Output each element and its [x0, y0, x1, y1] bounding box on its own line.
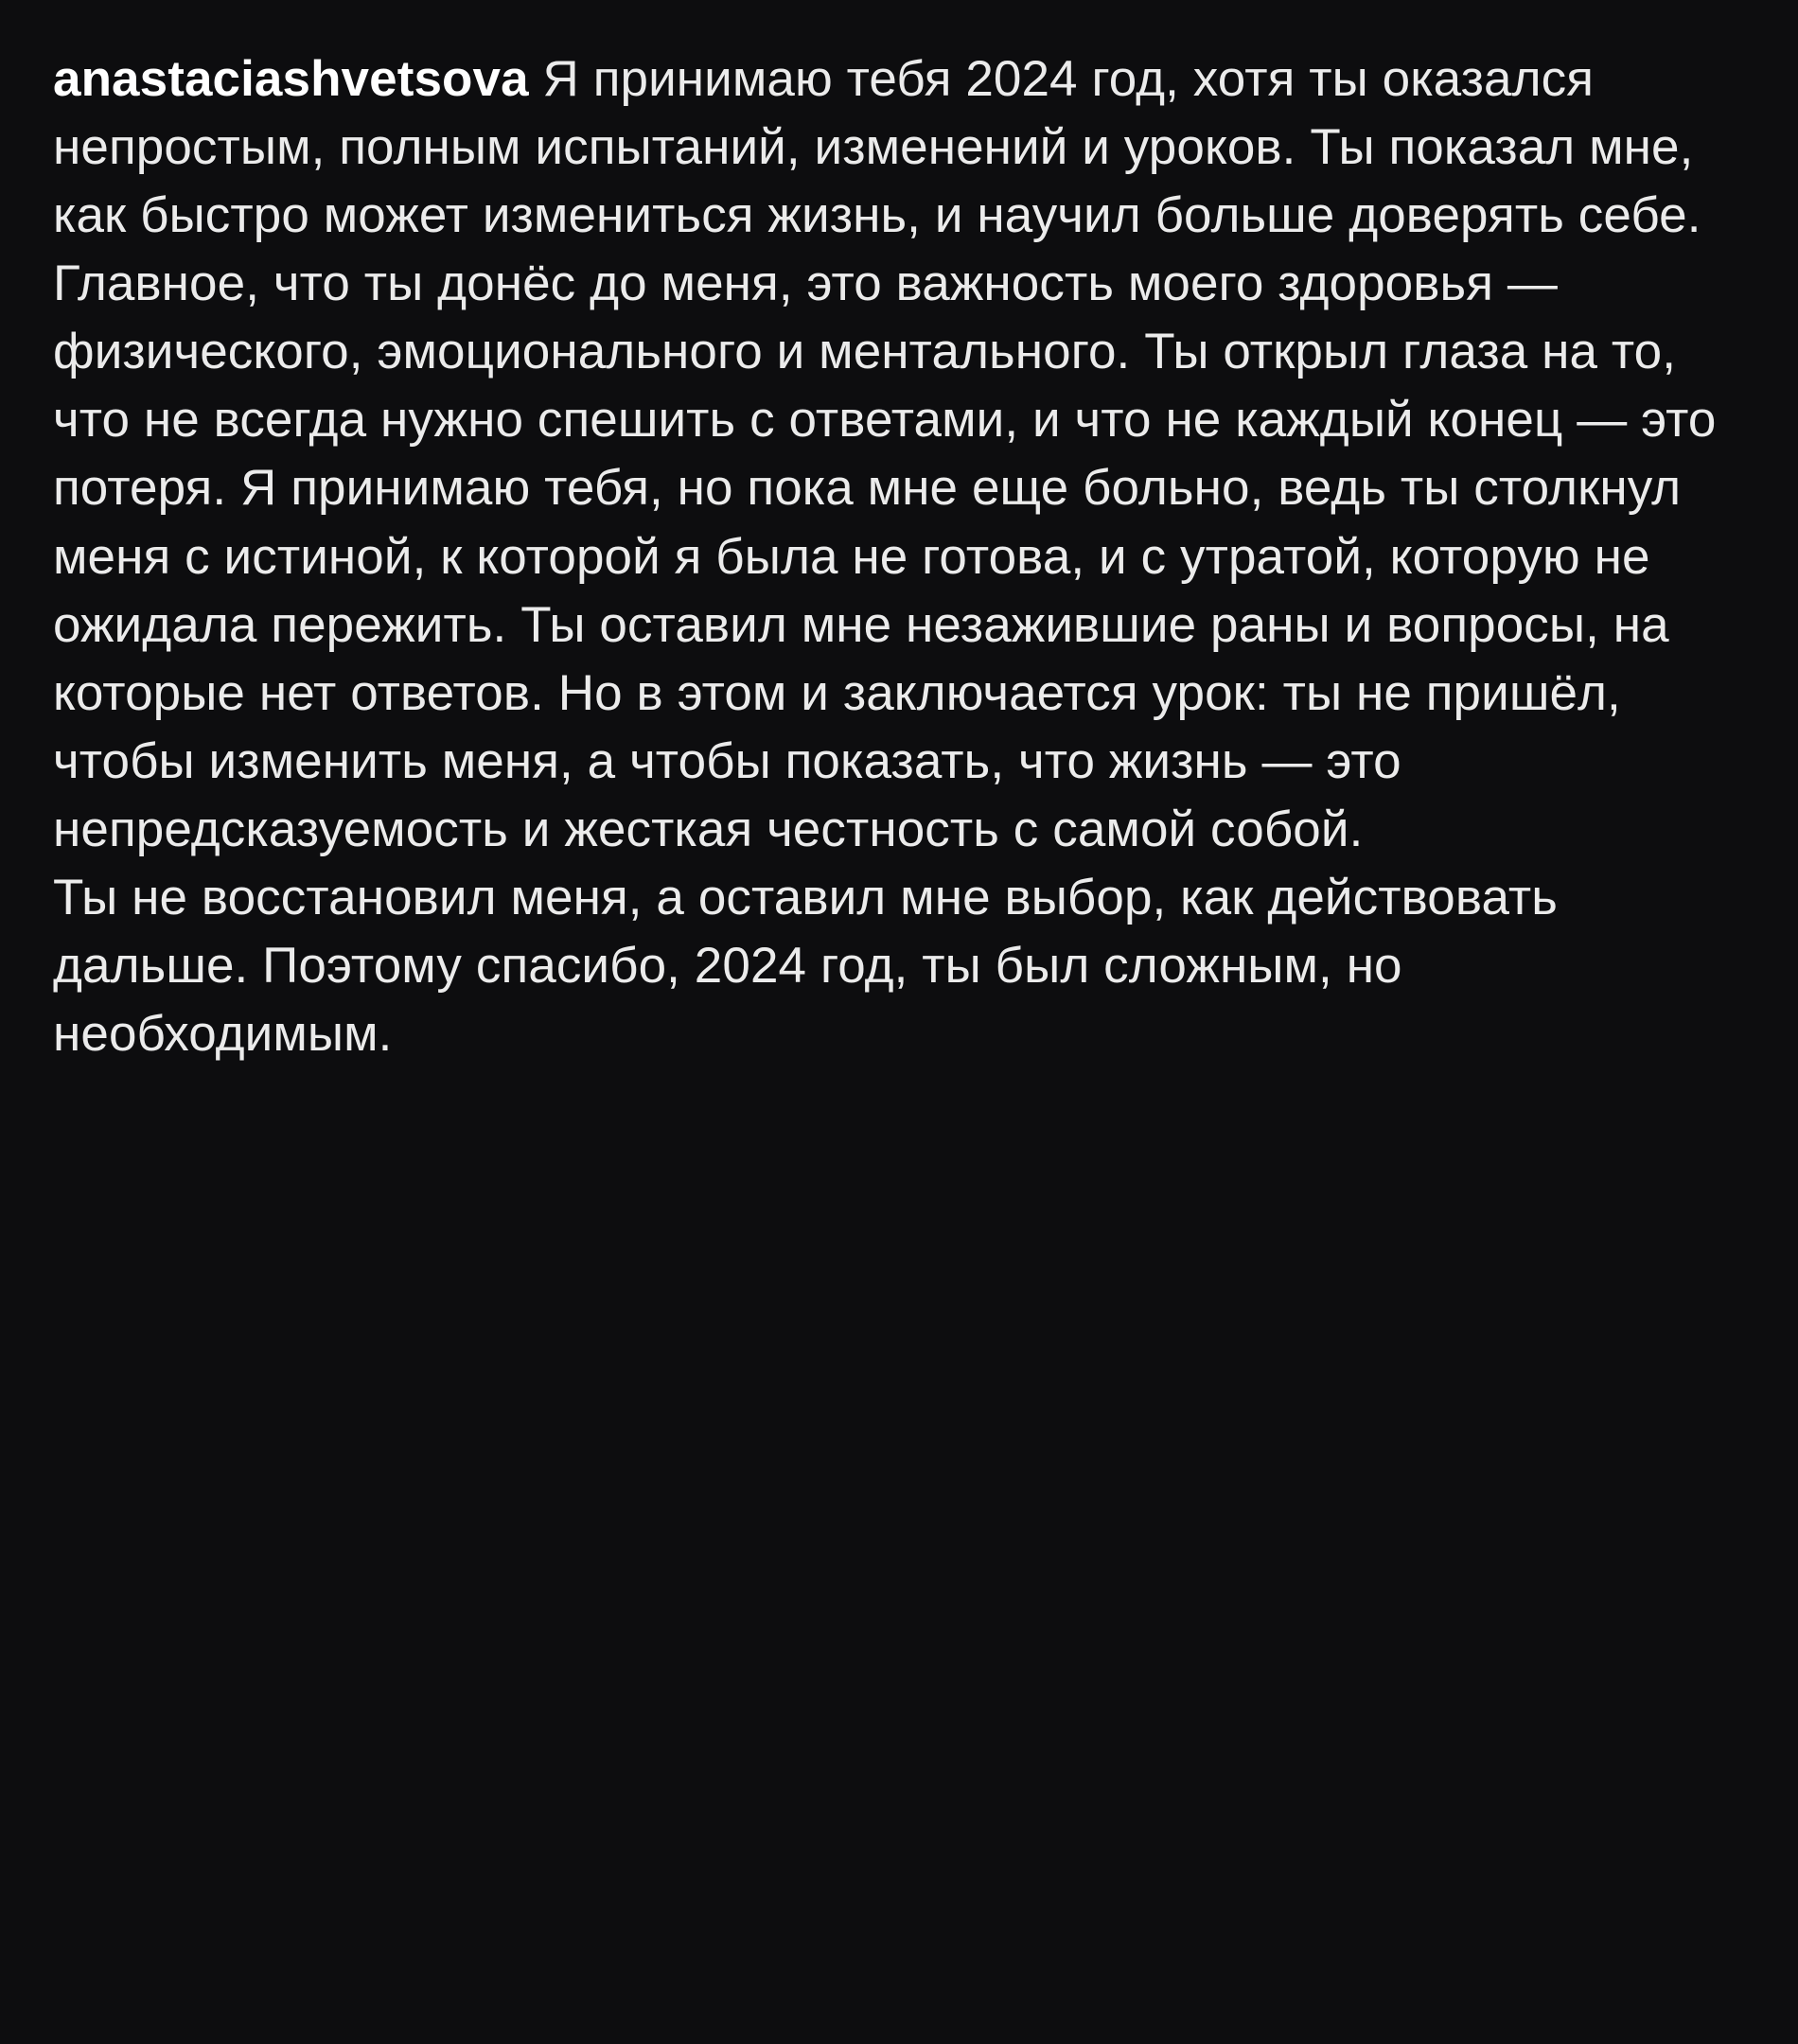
- caption-paragraph-1: [53, 45, 1739, 250]
- caption-paragraph-3: Ты не восстановил меня, а оставил мне выбор, как действовать дальше. Поэтому спасибо, 2024 год, ты был сложным, но необходимым.: [53, 869, 1558, 1063]
- caption-paragraph-1-text: Я принимаю тебя 2024 год, хотя ты оказался непростым, полным испытаний, изменений и уроков. Ты показал мне, как быстро может измениться жизнь, и научил больше доверять себе.: [53, 51, 1701, 244]
- post-author-username[interactable]: anastaciashvetsova: [53, 51, 529, 107]
- caption-paragraph-2: Главное, что ты донёс до меня, это важность моего здоровья — физического, эмоционального и ментального. Ты открыл глаза на то, что не всегда нужно спешить с ответами, и что не каждый конец — это потеря. Я принимаю тебя, но пока мне еще больно, ведь ты столкнул меня с истиной, к которой я была не готова, и с утратой, которую не ожидала пережить. Ты оставил мне незажившие раны и вопросы, на которые нет ответов. Но в этом и заключается урок: ты не пришёл, чтобы изменить меня, а чтобы показать, что жизнь — это непредсказуемость и жесткая честность с самой собой.: [53, 256, 1717, 857]
- caption-text-block: [53, 45, 1739, 1068]
